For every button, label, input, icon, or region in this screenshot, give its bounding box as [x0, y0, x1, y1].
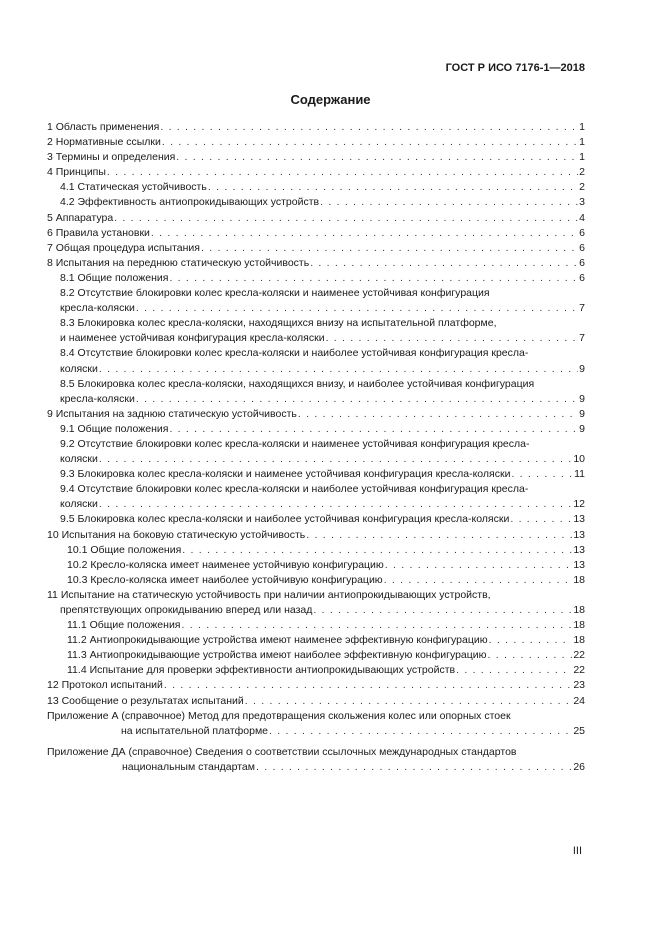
toc-entry-title: 9.1 Общие положения [60, 422, 169, 435]
dot-leader [208, 180, 578, 195]
toc-page-number: 6 [579, 256, 585, 269]
toc-page-number: 18 [573, 604, 585, 616]
toc-entry-title: 11.4 Испытание для проверки эффективности антиопрокидывающих устройств [67, 664, 456, 677]
toc-entry[interactable] [47, 165, 585, 180]
toc-entry-title: 5 Аппаратура [47, 211, 114, 224]
toc-entry[interactable] [47, 558, 585, 573]
dot-leader [298, 407, 578, 422]
toc-entry[interactable] [47, 512, 585, 527]
dot-leader [256, 760, 572, 775]
toc-entry[interactable] [47, 618, 585, 633]
toc-title: Содержание [290, 92, 371, 107]
toc-entry[interactable] [47, 241, 585, 256]
toc-entry-title: 8 Испытания на переднюю статическую устойчивость [47, 256, 310, 269]
toc-entry[interactable] [47, 694, 585, 709]
table-of-contents [47, 120, 585, 781]
toc-entry-continuation: на испытательной платформе [121, 724, 269, 737]
dot-leader [99, 362, 578, 377]
dot-leader [164, 678, 572, 693]
toc-page-number: 13 [573, 513, 585, 526]
toc-page-number: 9 [579, 362, 585, 375]
toc-entry-title: 11.2 Антиопрокидывающие устройства имеют наименее эффективную конфигурацию [67, 634, 488, 647]
toc-entry[interactable] [47, 407, 585, 422]
toc-entry[interactable] [47, 316, 585, 346]
dot-leader [99, 497, 572, 512]
toc-entry[interactable] [47, 377, 585, 407]
dot-leader [488, 648, 573, 663]
toc-entry[interactable] [47, 543, 585, 558]
toc-entry-continuation: кресла-коляски [60, 302, 135, 315]
toc-entry-title: 4.1 Статическая устойчивость [60, 181, 207, 194]
toc-entry-continuation: национальным стандартам [122, 760, 255, 773]
toc-entry-title: 11.1 Общие положения [67, 619, 181, 632]
page-number: III [572, 845, 582, 857]
toc-entry-title: 9.4 Отсутствие блокировки колес кресла-коляски и наиболее устойчивая конфигурация кресла- [60, 483, 529, 496]
toc-page-number: 9 [579, 392, 585, 405]
toc-page-number: 25 [573, 724, 585, 737]
dot-leader [456, 663, 572, 678]
toc-page-number: 7 [579, 332, 585, 345]
dot-leader [107, 165, 578, 180]
toc-entry[interactable] [47, 120, 585, 135]
dot-leader [114, 211, 578, 226]
toc-page-number: 13 [573, 558, 585, 571]
toc-page-number: 22 [573, 664, 585, 677]
toc-page-number: 7 [579, 302, 585, 315]
dot-leader [310, 256, 578, 271]
dot-leader [201, 241, 578, 256]
toc-entry-title: Приложение ДА (справочное) Сведения о соответствии ссылочных международных стандартов [47, 745, 517, 758]
toc-entry-title: 9.2 Отсутствие блокировки колес кресла-коляски и наименее устойчивая конфигурация кресла- [60, 437, 530, 450]
toc-page-number: 1 [579, 151, 585, 164]
toc-page-number: 12 [573, 498, 585, 511]
toc-page-number: 18 [573, 573, 585, 586]
toc-entry-continuation: и наименее устойчивая конфигурация кресла-коляски [60, 332, 325, 345]
dot-leader [510, 512, 572, 527]
dot-leader [385, 558, 573, 573]
dot-leader [182, 618, 573, 633]
toc-entry-title: 2 Нормативные ссылки [47, 136, 161, 149]
toc-entry[interactable] [47, 437, 585, 467]
toc-entry[interactable] [47, 633, 585, 648]
dot-leader [320, 195, 578, 210]
toc-page-number: 9 [579, 422, 585, 435]
toc-page-number: 9 [579, 407, 585, 420]
toc-entry-title: 10.1 Общие положения [67, 543, 182, 556]
toc-entry-title: Приложение А (справочное) Метод для предотвращения скольжения колес или опорных стоек [47, 709, 511, 722]
toc-entry[interactable] [47, 745, 585, 781]
toc-entry-title: 7 Общая процедура испытания [47, 241, 200, 254]
toc-page-number: 24 [573, 694, 585, 707]
dot-leader [326, 331, 579, 346]
toc-page-number: 3 [579, 196, 585, 209]
toc-page-number: 10 [573, 453, 585, 466]
toc-entry-title: 8.1 Общие положения [60, 271, 169, 284]
dot-leader [489, 633, 573, 648]
dot-leader [313, 603, 572, 618]
toc-entry-title: 13 Сообщение о результатах испытаний [47, 694, 244, 707]
dot-leader [511, 467, 573, 482]
toc-entry[interactable] [47, 226, 585, 241]
toc-entry[interactable] [47, 663, 585, 678]
toc-entry-title: 3 Термины и определения [47, 151, 176, 164]
dot-leader [151, 226, 578, 241]
toc-entry-continuation: коляски [60, 362, 98, 375]
dot-leader [169, 422, 578, 437]
toc-page-number: 13 [573, 528, 585, 541]
toc-page-number: 6 [579, 226, 585, 239]
dot-leader [160, 120, 578, 135]
toc-page-number: 1 [579, 121, 585, 133]
dot-leader [136, 301, 578, 316]
toc-entry-title: 10.2 Кресло-коляска имеет наименее устойчивую конфигурацию [67, 558, 384, 571]
toc-entry[interactable] [47, 256, 585, 271]
toc-page-number: 13 [573, 543, 585, 556]
toc-entry-title: 8.4 Отсутствие блокировки колес кресла-коляски и наиболее устойчивая конфигурация кресла- [60, 347, 529, 360]
toc-entry-continuation: коляски [60, 453, 98, 466]
dot-leader [269, 724, 572, 739]
toc-entry-title: 12 Протокол испытаний [47, 679, 163, 692]
toc-entry-title: 9.3 Блокировка колес кресла-коляски и наименее устойчивая конфигурация кресла-коляски [60, 468, 511, 481]
dot-leader [182, 543, 572, 558]
toc-entry-title: 9 Испытания на заднюю статическую устойчивость [47, 407, 297, 420]
toc-entry[interactable] [47, 573, 585, 588]
toc-entry[interactable] [47, 678, 585, 693]
toc-page-number: 18 [573, 619, 585, 632]
dot-leader [169, 271, 578, 286]
toc-entry[interactable] [47, 286, 585, 316]
toc-entry[interactable] [47, 195, 585, 210]
toc-entry[interactable] [47, 271, 585, 286]
dot-leader [99, 452, 572, 467]
toc-entry-title: 9.5 Блокировка колес кресла-коляски и наиболее устойчивая конфигурация кресла-коляски [60, 513, 510, 526]
dot-leader [162, 135, 578, 150]
toc-entry-title: 6 Правила установки [47, 226, 150, 239]
toc-page-number: 18 [573, 634, 585, 647]
toc-page-number: 11 [574, 468, 585, 481]
toc-entry[interactable] [47, 709, 585, 745]
toc-entry-continuation: коляски [60, 498, 98, 511]
toc-page-number: 1 [579, 136, 585, 149]
toc-entry[interactable] [47, 150, 585, 165]
document-designation: ГОСТ Р ИСО 7176-1—2018 [445, 62, 585, 74]
dot-leader [245, 694, 573, 709]
toc-page-number: 22 [573, 649, 585, 662]
toc-entry[interactable] [47, 467, 585, 482]
toc-entry[interactable] [47, 528, 585, 543]
toc-entry-title: 8.2 Отсутствие блокировки колес кресла-коляски и наименее устойчивая конфигурация [60, 287, 490, 300]
toc-page-number: 6 [579, 241, 585, 254]
toc-entry-title: 10 Испытания на боковую статическую устойчивость [47, 528, 306, 541]
toc-entry[interactable] [47, 211, 585, 226]
toc-entry[interactable] [47, 135, 585, 150]
toc-page-number: 26 [573, 760, 585, 773]
toc-page-number: 2 [579, 181, 585, 194]
toc-entry[interactable] [47, 648, 585, 663]
toc-page-number: 23 [573, 679, 585, 692]
toc-entry-title: 4 Принципы [47, 166, 106, 179]
toc-entry-title: 8.3 Блокировка колес кресла-коляски, находящихся внизу на испытательной платформе, [60, 317, 497, 330]
toc-entry-title: 11.3 Антиопрокидывающие устройства имеют наиболее эффективную конфигурацию [67, 649, 487, 662]
toc-entry[interactable] [47, 482, 585, 512]
toc-entry-title: 10.3 Кресло-коляска имеет наиболее устойчивую конфигурацию [67, 573, 383, 586]
toc-page-number: 2 [579, 166, 585, 179]
toc-entry[interactable] [47, 588, 585, 618]
toc-entry-title: 1 Область применения [47, 121, 160, 133]
toc-entry-title: 11 Испытание на статическую устойчивость при наличии антиопрокидывающих устройств, [47, 588, 491, 601]
toc-page-number: 4 [579, 211, 585, 224]
dot-leader [384, 573, 573, 588]
toc-entry[interactable] [47, 422, 585, 437]
toc-page-number: 6 [579, 271, 585, 284]
dot-leader [176, 150, 578, 165]
toc-entry-continuation: кресла-коляски [60, 392, 135, 405]
dot-leader [136, 392, 578, 407]
toc-entry[interactable] [47, 346, 585, 376]
toc-entry-title: 4.2 Эффективность антиопрокидывающих устройств [60, 196, 320, 209]
toc-entry[interactable] [47, 180, 585, 195]
toc-entry-continuation: препятствующих опрокидыванию вперед или назад [60, 604, 313, 616]
dot-leader [306, 528, 572, 543]
toc-entry-title: 8.5 Блокировка колес кресла-коляски, находящихся внизу, и наиболее устойчивая конфигурация [60, 377, 535, 390]
